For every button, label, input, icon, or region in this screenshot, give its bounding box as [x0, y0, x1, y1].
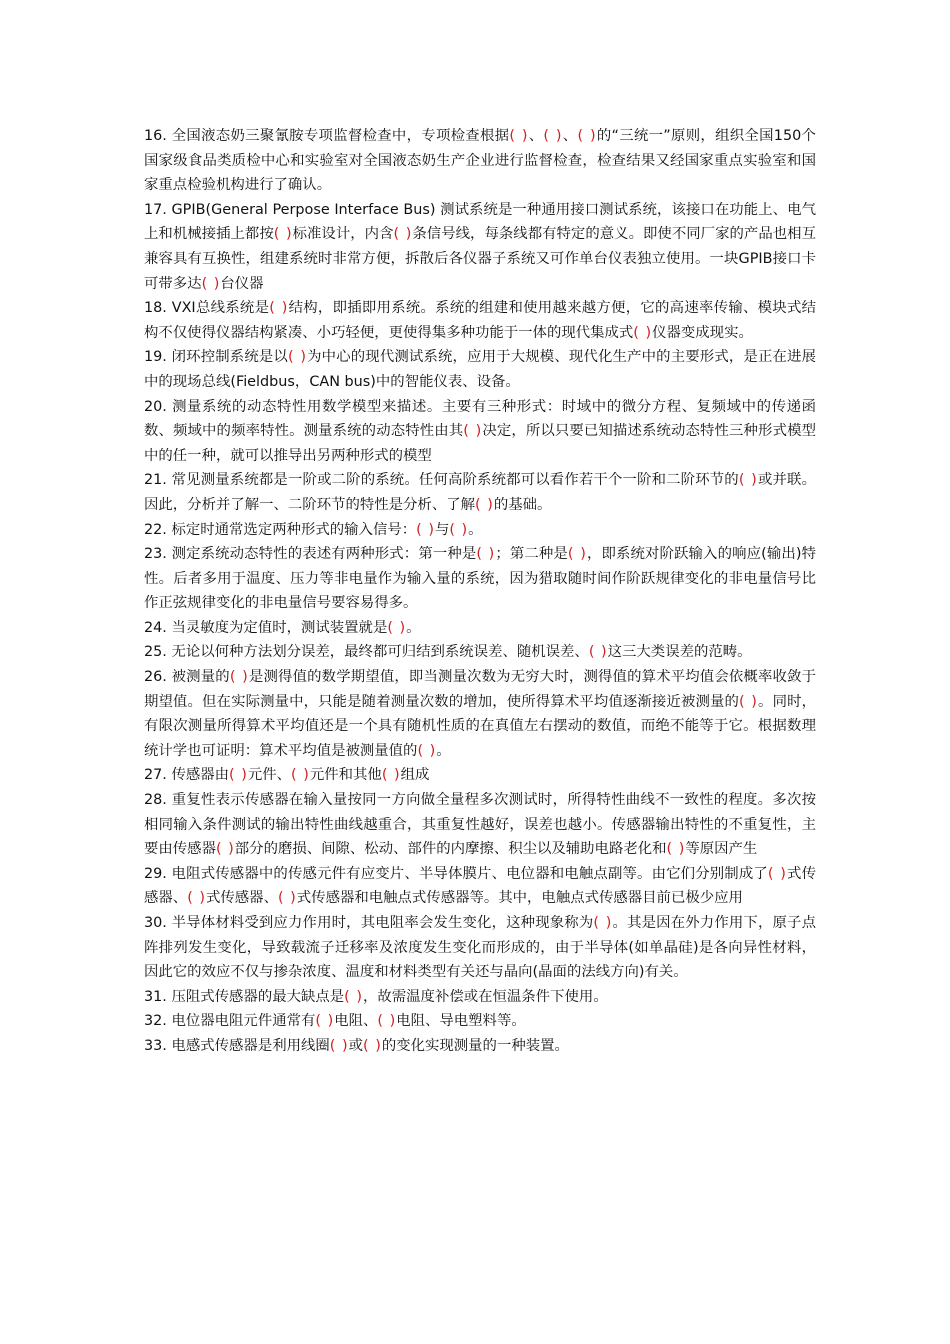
question-text: 重复性表示传感器在输入量按同一方向做全量程多次测试时，所得特性曲线不一致性的程度。多次按相同输入条件测试的输出特性曲线越重合，其重复性越好，误差也越小。传感器输出特性的不重复性，主要由传感器	[144, 792, 816, 858]
answer-blank: ( )	[633, 324, 653, 341]
question-item	[144, 345, 816, 394]
question-item	[144, 763, 816, 788]
question-text: 测量系统的动态特性用数学模型来描述。主要有三种形式：时域中的微分方程、复频域中的传递函数、频域中的频率特性。测量系统的动态特性由其	[144, 398, 816, 440]
question-text: ；第二种是	[495, 546, 568, 563]
question-text: ，故需温度补偿或在恒温条件下使用。	[362, 988, 608, 1005]
answer-blank: ( )	[287, 349, 307, 366]
question-text: 传感器由	[171, 767, 230, 784]
answer-blank: ( )	[387, 619, 407, 636]
question-text: 或并联。因此，分析并了解一、二阶环节的特性是分析、了解	[144, 472, 816, 513]
answer-blank: ( )	[269, 300, 289, 317]
answer-blank: ( )	[393, 226, 413, 243]
question-text: 无论以何种方法划分误差，最终都可归结到系统误差、随机误差、	[171, 644, 589, 661]
question-number: 28.	[144, 792, 172, 809]
question-number: 21.	[144, 472, 172, 489]
question-number: 19.	[144, 349, 172, 366]
question-text: 台仪器	[220, 275, 264, 292]
question-number: 25.	[144, 644, 172, 661]
question-text: 等原因产生	[685, 841, 758, 858]
answer-blank: ( )	[315, 1013, 335, 1030]
question-text: 常见测量系统都是一阶或二阶的系统。任何高阶系统都可以看作若干个一阶和二阶环节的	[171, 472, 739, 489]
question-text: 这三大类误差的范畴。	[607, 644, 752, 661]
question-text: 电位器电阻元件通常有	[171, 1013, 316, 1030]
question-item	[144, 124, 816, 198]
question-text: 的变化实现测量的一种装置。	[381, 1037, 569, 1054]
answer-blank: ( )	[377, 1013, 397, 1030]
answer-blank: ( )	[417, 742, 437, 759]
question-number: 24.	[144, 619, 172, 636]
question-item	[144, 1009, 816, 1034]
question-text: 元件、	[247, 767, 292, 784]
answer-blank: ( )	[475, 496, 494, 513]
question-item	[144, 985, 816, 1010]
question-number: 27.	[144, 767, 172, 784]
question-text: 测定系统动态特性的表述有两种形式：第一种是	[171, 546, 477, 563]
answer-blank: ( )	[329, 1037, 349, 1054]
question-text: 当灵敏度为定值时，测试装置就是	[171, 619, 388, 636]
answer-blank: ( )	[509, 128, 529, 144]
question-number: 30.	[144, 915, 172, 931]
question-item	[144, 788, 816, 862]
question-number: 23.	[144, 546, 172, 563]
question-number: 31.	[144, 988, 172, 1005]
question-number: 26.	[144, 669, 172, 686]
question-text: GPIB(General Perpose Interface Bus) 测试系统是一种通用接口测试系统，该接口在功能上、电气上和机械接插上都按	[144, 201, 816, 243]
answer-blank: ( )	[767, 865, 787, 882]
question-number: 17.	[144, 201, 172, 218]
question-item	[144, 518, 816, 543]
question-text: 是测得值的数学期望值，即当测量次数为无穷大时，测得值的算术平均值会依概率收敛于期望值。但在实际测量中，只能是随着测量次数的增加，使所得算术平均值逐渐接近被测量的	[144, 669, 816, 710]
question-item	[144, 911, 816, 985]
question-text: 压阻式传感器的最大缺点是	[171, 988, 345, 1005]
answer-blank: ( )	[567, 546, 587, 563]
answer-blank: ( )	[229, 767, 248, 784]
question-item	[144, 862, 816, 911]
question-text: 。	[436, 742, 451, 759]
question-number: 20.	[144, 398, 173, 415]
question-text: 。同时，有限次测量所得算术平均值还是一个具有随机性质的在真值左右摆动的数值，而绝不能等于它。根据数理统计学也可证明：算术平均值是被测量值的	[144, 693, 816, 759]
answer-blank: ( )	[363, 1037, 382, 1054]
question-text: 与	[434, 521, 450, 538]
question-list	[144, 124, 816, 1059]
question-item	[144, 296, 816, 345]
question-number: 22.	[144, 521, 172, 538]
question-text: 部分的磨损、间隙、松动、部件的内摩擦、积尘以及辅助电路老化和	[234, 841, 667, 858]
question-text: 的“三统一”原则，组织全国150个国家级食品类质检中心和实验室对全国液态奶生产企业进行监督检查，检查结果又经国家重点实验室和国家重点检验机构进行了确认。	[144, 128, 816, 194]
answer-blank: ( )	[666, 841, 686, 858]
question-text: 标定时通常选定两种形式的输入信号：	[171, 521, 417, 538]
answer-blank: ( )	[738, 472, 758, 489]
answer-blank: ( )	[381, 767, 401, 784]
answer-blank: ( )	[229, 669, 249, 686]
answer-blank: ( )	[273, 226, 293, 243]
question-text: 决定，所以只要已知描述系统动态特性三种形式模型中的任一种，就可以推导出另两种形式的模型	[144, 423, 816, 464]
question-item	[144, 198, 816, 296]
question-text: 电感式传感器是利用线圈	[171, 1037, 330, 1054]
answer-blank: ( )	[593, 915, 613, 931]
question-number: 16.	[144, 128, 172, 144]
question-item	[144, 640, 816, 665]
answer-blank: ( )	[476, 546, 496, 563]
question-text: 元件和其他	[309, 767, 382, 784]
question-text: VXI总线系统是	[171, 300, 270, 317]
question-text: 。其是因在外力作用下，原子点阵排列发生变化，导致载流子迁移率及浓度发生变化而形成的，由于半导体(如单晶硅)是各向异性材料，因此它的效应不仅与掺杂浓度、温度和材料类型有关还与晶向(晶面的法线方向)有关。	[144, 915, 816, 981]
question-text: 仪器变成现实。	[652, 324, 753, 341]
answer-blank: ( )	[187, 890, 206, 907]
question-item	[144, 1034, 816, 1059]
question-text: 组成	[400, 767, 430, 784]
answer-blank: ( )	[588, 644, 608, 661]
question-text: 。	[406, 619, 421, 636]
question-text: 标准设计，内含	[292, 226, 394, 243]
question-text: 。	[468, 521, 483, 538]
answer-blank: ( )	[577, 128, 597, 144]
question-item	[144, 616, 816, 641]
question-text: 电阻、	[334, 1013, 378, 1030]
question-number: 33.	[144, 1037, 172, 1054]
question-text: 电阻式传感器中的传感元件有应变片、半导体膜片、电位器和电触点副等。由它们分别制成了	[171, 865, 768, 882]
question-number: 18.	[144, 300, 172, 317]
question-text: 被测量的	[171, 669, 230, 686]
question-text: 、	[562, 128, 578, 144]
question-number: 32.	[144, 1013, 172, 1030]
question-item	[144, 665, 816, 763]
question-text: 式传感器、	[206, 890, 278, 907]
question-text: 条信号线，每条线都有特定的意义。即使不同厂家的产品也相互兼容具有互换性，组建系统时非常方便，拆散后各仪器子系统又可作单台仪表独立使用。一块GPIB接口卡可带多达	[144, 226, 816, 292]
question-text: 结构，即插即用系统。系统的组建和使用越来越方便，它的高速率传输、模块式结构不仅使得仪器结构紧凑、小巧轻便，更使得集多种功能于一体的现代集成式	[144, 300, 816, 341]
answer-blank: ( )	[543, 128, 563, 144]
answer-blank: ( )	[277, 890, 297, 907]
question-text: 式传感器和电触点式传感器等。其中，电触点式传感器目前已极少应用	[296, 890, 743, 907]
question-text: 全国液态奶三聚氰胺专项监督检查中，专项检查根据	[171, 128, 510, 144]
question-text: ，即系统对阶跃输入的响应(输出)特性。后者多用于温度、压力等非电量作为输入量的系统，因为猎取随时间作阶跃规律变化的非电量信号比作正弦规律变化的非电量信号要容易得多。	[144, 546, 816, 612]
answer-blank: ( )	[201, 275, 221, 292]
answer-blank: ( )	[463, 423, 483, 440]
question-text: 或	[348, 1037, 363, 1054]
answer-blank: ( )	[291, 767, 310, 784]
answer-blank: ( )	[215, 841, 235, 858]
question-item	[144, 542, 816, 616]
question-text: 、	[528, 128, 544, 144]
answer-blank: ( )	[449, 521, 469, 538]
answer-blank: ( )	[739, 693, 758, 710]
answer-blank: ( )	[416, 521, 435, 538]
question-item	[144, 395, 816, 469]
question-text: 半导体材料受到应力作用时，其电阻率会发生变化，这种现象称为	[171, 915, 594, 931]
question-text: 的基础。	[493, 496, 552, 513]
question-item	[144, 468, 816, 517]
question-text: 闭环控制系统是以	[171, 349, 288, 366]
question-text: 为中心的现代测试系统，应用于大规模、现代化生产中的主要形式，是正在进展中的现场总线(Fieldbus，CAN bus)中的智能仪表、设备。	[144, 349, 816, 390]
question-text: 式传感器、	[144, 865, 816, 907]
answer-blank: ( )	[344, 988, 363, 1005]
question-text: 电阻、导电塑料等。	[396, 1013, 526, 1030]
question-number: 29.	[144, 865, 172, 882]
